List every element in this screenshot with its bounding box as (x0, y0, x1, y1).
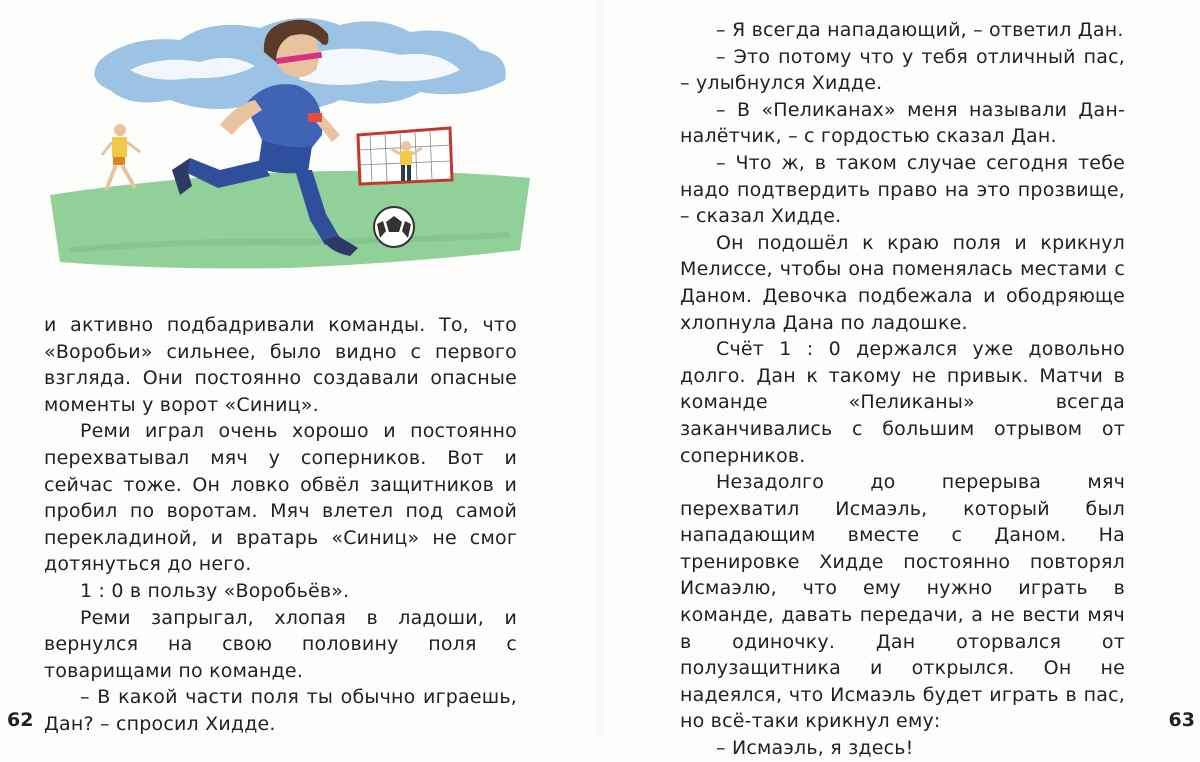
left-page-text (44, 312, 517, 738)
background-player (102, 124, 140, 190)
paragraph: – Это потому что у тебя отличный пас, – улыбнулся Хидде. (680, 45, 1125, 95)
left-page (0, 0, 600, 737)
paragraph: 1 : 0 в пользу «Воробьёв». (80, 579, 350, 602)
page-number: 63 (1168, 709, 1195, 731)
grass-field (50, 171, 530, 269)
paragraph: Счёт 1 : 0 держался уже довольно долго. Дан к такому не привык. Матчи в команде «Пеликаны» всегда заканчивались с большим отрывом от соперников. (680, 338, 1125, 467)
paragraph: – В «Пеликанах» меня называли Дан-налётчик, – с гордостью сказал Дан. (680, 98, 1125, 148)
right-page-text (680, 17, 1125, 762)
football-scene-illustration (40, 0, 540, 285)
paragraph: и активно подбадривали команды. То, что «Воробьи» сильнее, было видно с первого взгляда. Они постоянно создавали опасные моменты у ворот «Синиц». (44, 314, 517, 416)
page-number: 62 (7, 709, 34, 731)
paragraph: – Что ж, в таком случае сегодня тебе надо подтвердить право на это прозвище, – сказал Хидде. (680, 151, 1125, 228)
right-page (600, 0, 1200, 760)
paragraph: Реми играл очень хорошо и постоянно перехватывал мяч у соперников. Вот и сейчас тоже. Он ловко обвёл защитников и пробил по воротам. Мяч влетел под самой перекладиной, и вратарь «Синиц» не смог дотянуться до него. (44, 420, 517, 576)
paragraph: – В какой части поля ты обычно играешь, Дан? – спросил Хидде. (44, 686, 517, 735)
paragraph: – Я всегда нападающий, – ответил Дан. (716, 19, 1124, 41)
paragraph: Он подошёл к краю поля и крикнул Мелиссе, чтобы она поменялась местами с Даном. Девочка подбежала и ободряюще хлопнула Дана по ладошке. (680, 231, 1125, 334)
paragraph: Незадолго до перерыва мяч перехватил Исмаэль, который был нападающим вместе с Даном. На тренировке Хидде постоянно повторял Исмаэлю, что ему нужно играть в команде, давать передачи, а не вести мяч в одиночку. Дан оторвался от полузащитника и открылся. Он не надеялся, что Исмаэль будет играть в пас, но всё-таки крикнул ему: (680, 471, 1125, 733)
paragraph: Реми запрыгал, хлопая в ладоши, и вернулся на свою половину поля с товарищами по команде. (44, 606, 517, 682)
paragraph: – Исмаэль, я здесь! (716, 737, 914, 760)
soccer-ball-icon (374, 207, 414, 247)
